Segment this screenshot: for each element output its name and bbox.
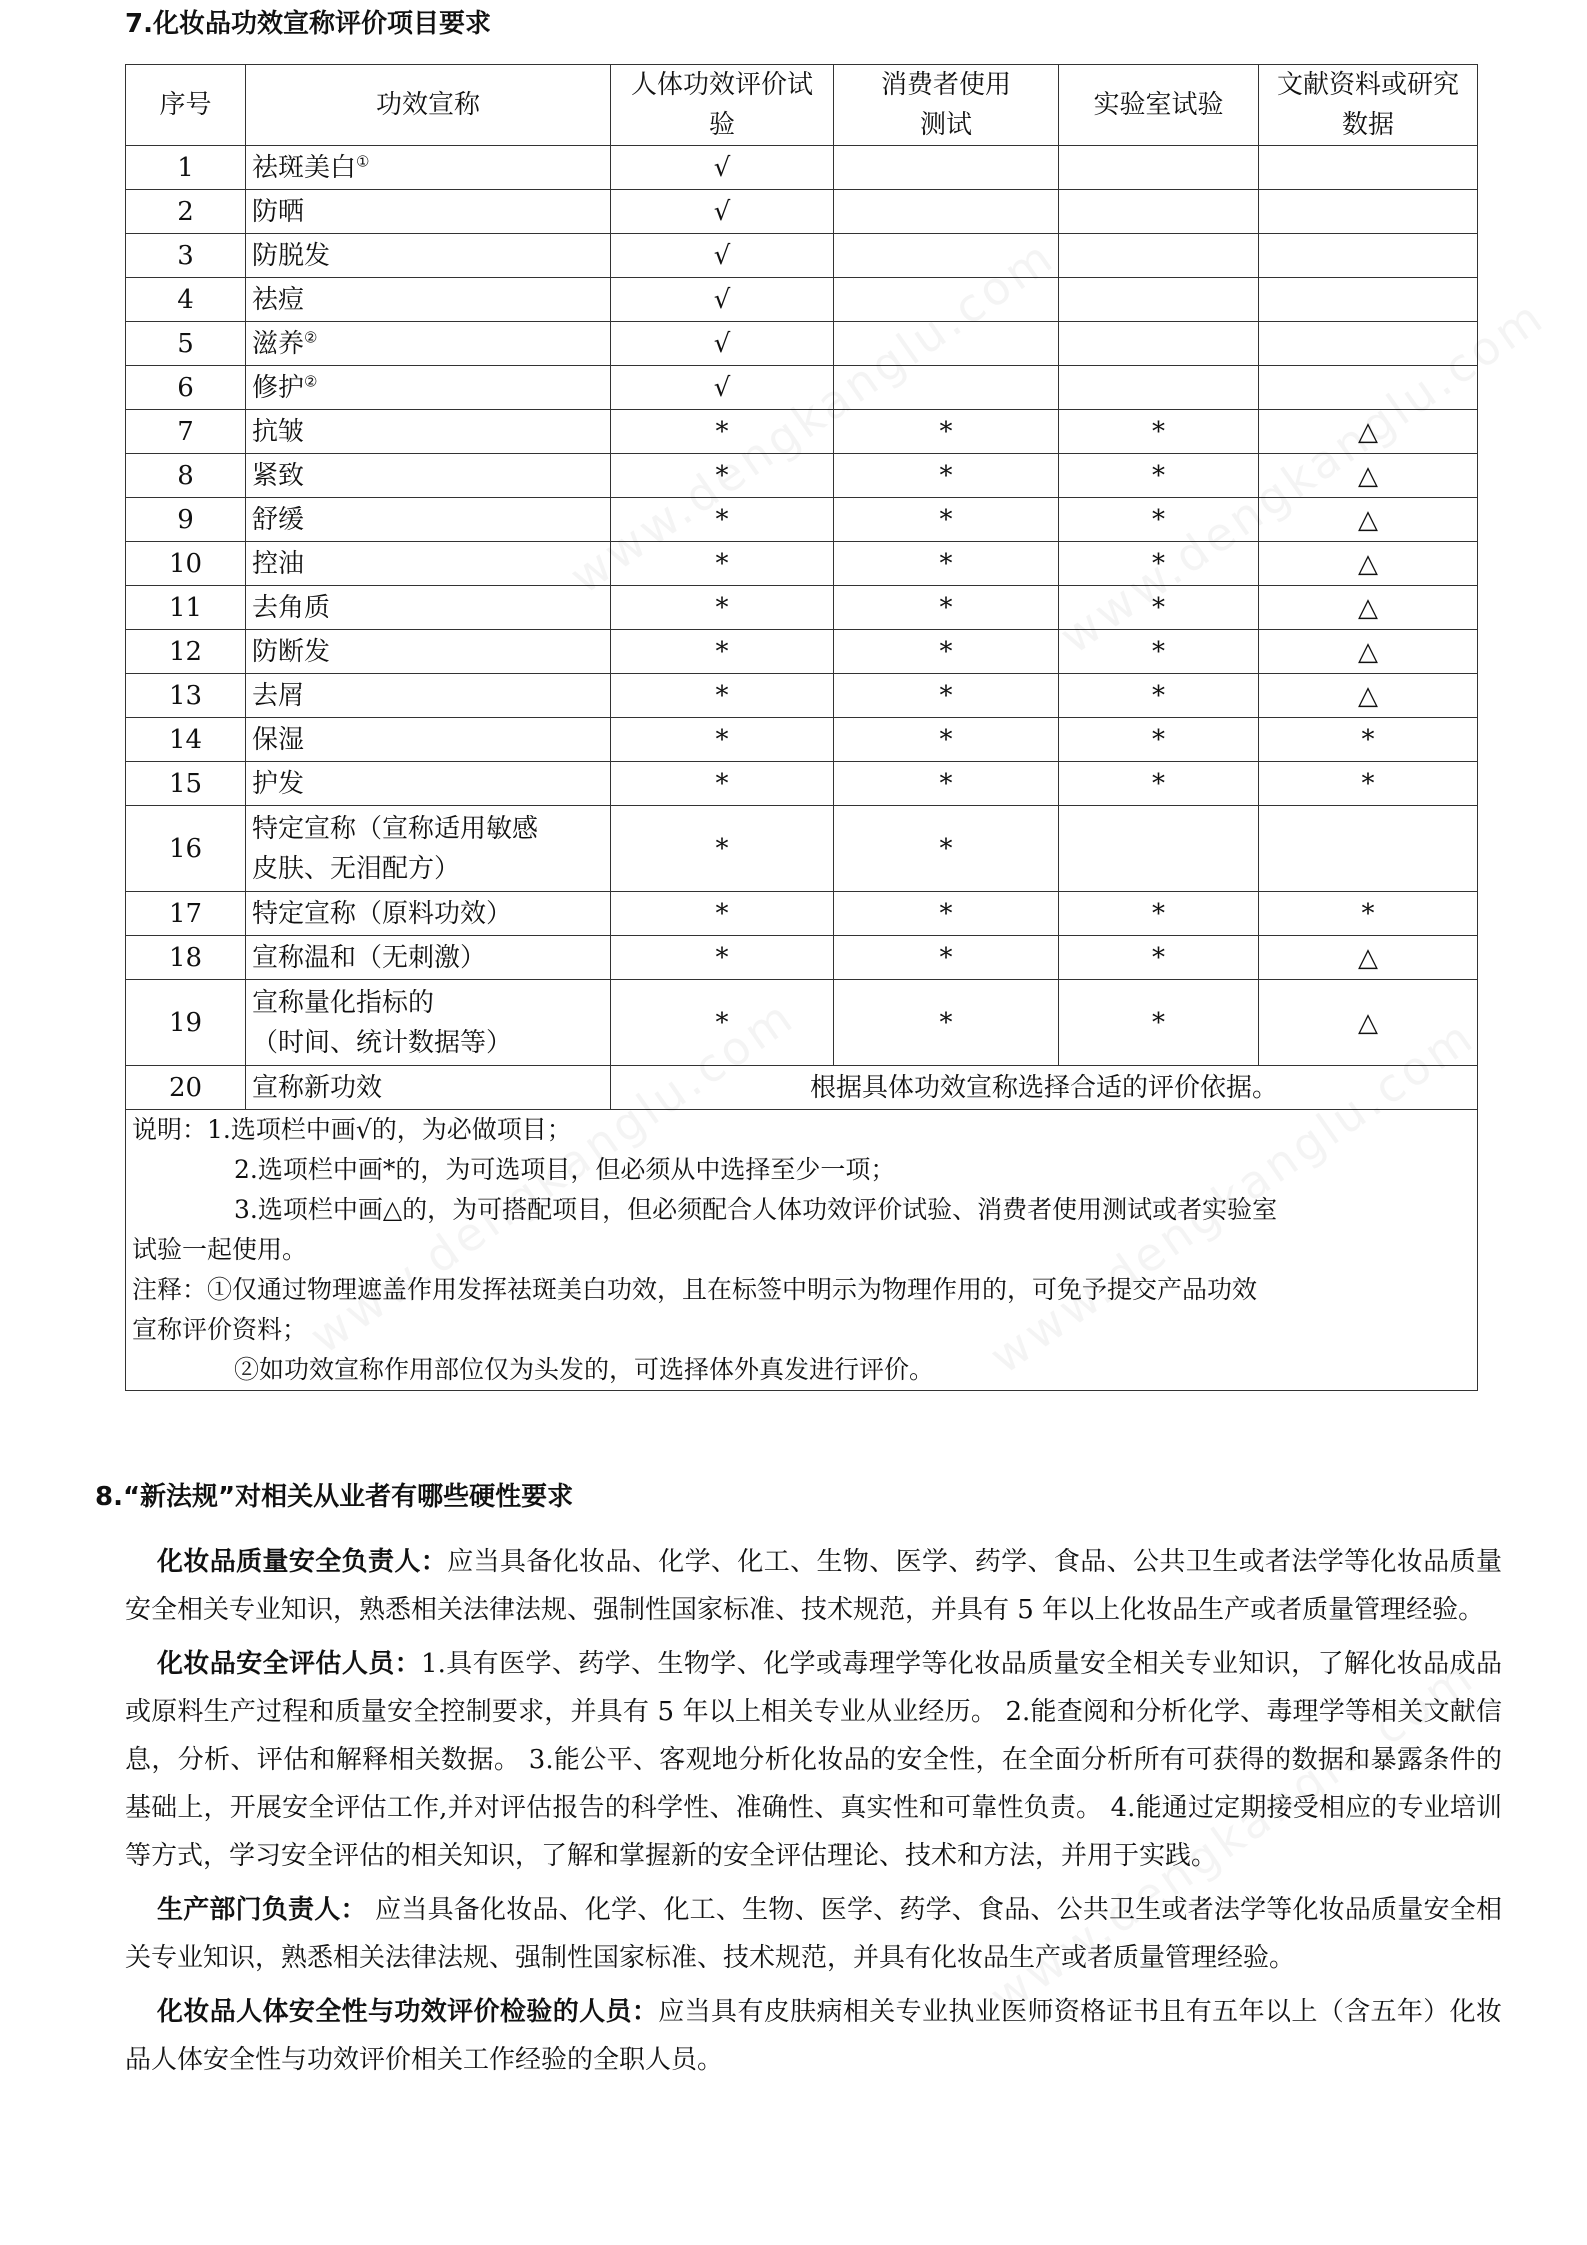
row-claim — [246, 762, 611, 806]
paragraph-text: 应当具备化妆品、化学、化工、生物、医学、药学、食品、公共卫生或者法学等化妆品质量安全相关专业知识，熟悉相关法律法规、强制性国家标准、技术规范，并具有化妆品生产或者质量管理经验。 — [125, 1895, 1502, 1973]
cell-literature: △ — [1259, 498, 1478, 542]
cell-human: * — [611, 586, 834, 630]
row-no: 8 — [126, 454, 246, 498]
table-row — [126, 498, 1478, 542]
cell-human: * — [611, 936, 834, 980]
cell-lab: * — [1059, 892, 1259, 936]
row-claim — [246, 234, 611, 278]
cell-consumer: * — [834, 936, 1059, 980]
cell-consumer: * — [834, 762, 1059, 806]
note-2: 2.选项栏中画*的，为可选项目，但必须从中选择至少一项； — [234, 1155, 896, 1184]
paragraph-text: 应当具备化妆品、化学、化工、生物、医学、药学、食品、公共卫生或者法学等化妆品质量安全相关专业知识，熟悉相关法律法规、强制性国家标准、技术规范，并具有 5 年以上化妆品生产或者质量管理经验。 — [125, 1547, 1502, 1625]
row-claim: 宣称温和（无刺激） — [246, 936, 611, 980]
cell-lab — [1059, 146, 1259, 190]
cell-lab: * — [1059, 454, 1259, 498]
cell-human: √ — [611, 322, 834, 366]
cell-lab: * — [1059, 674, 1259, 718]
cell-literature: * — [1259, 892, 1478, 936]
cell-consumer — [834, 190, 1059, 234]
row-claim — [246, 542, 611, 586]
cell-lab: * — [1059, 936, 1259, 980]
row-no: 13 — [126, 674, 246, 718]
cell-lab: * — [1059, 410, 1259, 454]
cell-literature — [1259, 806, 1478, 892]
row-claim — [246, 366, 611, 410]
table-row — [126, 806, 1478, 892]
table-row — [126, 366, 1478, 410]
cell-literature — [1259, 234, 1478, 278]
cell-human: * — [611, 410, 834, 454]
paragraph-text: 应当具有皮肤病相关专业执业医师资格证书且有五年以上（含五年）化妆品人体安全性与功效评价相关工作经验的全职人员。 — [125, 1997, 1502, 2075]
row-claim — [246, 498, 611, 542]
row-no: 4 — [126, 278, 246, 322]
table-row — [126, 454, 1478, 498]
paragraph — [125, 1538, 1502, 1634]
header-literature: 文献资料或研究数据 — [1259, 65, 1478, 146]
note-1: 说明：1.选项栏中画√的，为必做项目； — [132, 1115, 572, 1144]
cell-human: * — [611, 762, 834, 806]
row-claim: 宣称新功效 — [246, 1066, 611, 1110]
cell-consumer — [834, 366, 1059, 410]
cell-literature — [1259, 190, 1478, 234]
cell-consumer — [834, 234, 1059, 278]
row-claim — [246, 278, 611, 322]
paragraph — [125, 1988, 1502, 2084]
cell-lab: * — [1059, 718, 1259, 762]
row-no: 12 — [126, 630, 246, 674]
footnote-marker: ① — [356, 151, 370, 170]
cell-consumer: * — [834, 498, 1059, 542]
table-row — [126, 278, 1478, 322]
row-no: 14 — [126, 718, 246, 762]
claim-text: 祛痘 — [252, 284, 305, 315]
table-row — [126, 234, 1478, 278]
cell-lab: * — [1059, 630, 1259, 674]
cell-consumer: * — [834, 586, 1059, 630]
row-no: 20 — [126, 1066, 246, 1110]
row-claim — [246, 190, 611, 234]
cell-human: √ — [611, 366, 834, 410]
paragraph-label: 生产部门负责人： — [157, 1895, 367, 1925]
cell-lab: * — [1059, 542, 1259, 586]
cell-literature: △ — [1259, 980, 1478, 1066]
cell-consumer: * — [834, 410, 1059, 454]
row-no: 5 — [126, 322, 246, 366]
claim-line: 特定宣称（宣称适用敏感 — [252, 813, 539, 844]
row-claim — [246, 718, 611, 762]
paragraph-label: 化妆品安全评估人员： — [157, 1649, 422, 1679]
table-row — [126, 190, 1478, 234]
claim-text: 保湿 — [252, 724, 305, 755]
table-row — [126, 542, 1478, 586]
cell-literature — [1259, 322, 1478, 366]
table-row — [126, 146, 1478, 190]
table-row — [126, 410, 1478, 454]
claim-text: 抗皱 — [252, 416, 305, 447]
cell-lab: * — [1059, 498, 1259, 542]
row-no: 15 — [126, 762, 246, 806]
row-no: 11 — [126, 586, 246, 630]
cell-literature: △ — [1259, 936, 1478, 980]
cell-lab — [1059, 234, 1259, 278]
paragraph-label: 化妆品人体安全性与功效评价检验的人员： — [157, 1997, 659, 2027]
section-8-body — [125, 1538, 1502, 2090]
row-no: 10 — [126, 542, 246, 586]
row-claim — [246, 980, 611, 1066]
cell-consumer: * — [834, 454, 1059, 498]
row-no: 7 — [126, 410, 246, 454]
cell-lab — [1059, 190, 1259, 234]
cell-literature: △ — [1259, 542, 1478, 586]
claim-text: 防脱发 — [252, 240, 331, 271]
row-claim — [246, 630, 611, 674]
table-row — [126, 892, 1478, 936]
claim-text: 祛斑美白 — [252, 152, 357, 183]
claim-text: 舒缓 — [252, 504, 305, 535]
cell-human: √ — [611, 146, 834, 190]
table-header-row — [126, 65, 1478, 146]
cell-human: * — [611, 718, 834, 762]
cell-human: * — [611, 892, 834, 936]
table-row — [126, 674, 1478, 718]
row-claim — [246, 410, 611, 454]
cell-literature — [1259, 146, 1478, 190]
header-claim: 功效宣称 — [246, 65, 611, 146]
cell-consumer: * — [834, 674, 1059, 718]
row-claim: 特定宣称（原料功效） — [246, 892, 611, 936]
cell-literature: △ — [1259, 586, 1478, 630]
row-no: 2 — [126, 190, 246, 234]
claim-text: 滋养 — [252, 328, 305, 359]
cell-human: * — [611, 454, 834, 498]
table-notes — [126, 1110, 1478, 1391]
paragraph-text: 1.具有医学、药学、生物学、化学或毒理学等化妆品质量安全相关专业知识，了解化妆品成品或原料生产过程和质量安全控制要求，并具有 5 年以上相关专业从业经历。 2.能查阅和分析化学、毒理学等相关文献信息，分析、评估和解释相关数据。 3.能公平、客观地分析化妆品的安全性，在全面分析所有可获得的数据和暴露条件的基础上，开展安全评估工作,并对评估报告的科学性、准确性、真实性和可靠性负责。 4.能通过定期接受相应的专业培训等方式，学习安全评估的相关知识，了解和掌握新的安全评估理论、技术和方法，并用于实践。 — [125, 1649, 1502, 1871]
header-lab-test: 实验室试验 — [1059, 65, 1259, 146]
row-no: 17 — [126, 892, 246, 936]
header-no: 序号 — [126, 65, 246, 146]
cell-consumer: * — [834, 718, 1059, 762]
row-no: 1 — [126, 146, 246, 190]
table-row — [126, 980, 1478, 1066]
row-no: 9 — [126, 498, 246, 542]
footnote-marker: ② — [304, 371, 318, 390]
cell-consumer — [834, 322, 1059, 366]
cell-literature: △ — [1259, 674, 1478, 718]
claim-text: 防断发 — [252, 636, 331, 667]
table-row — [126, 322, 1478, 366]
footnote-marker: ② — [304, 327, 318, 346]
claim-line: 皮肤、无泪配方） — [252, 853, 461, 884]
table-row — [126, 718, 1478, 762]
note-3: 3.选项栏中画△的，为可搭配项目，但必须配合人体功效评价试验、消费者使用测试或者实验室 — [234, 1195, 1278, 1224]
remark-1: 注释：①仅通过物理遮盖作用发挥祛斑美白功效，且在标签中明示为物理作用的，可免予提交产品功效 — [132, 1275, 1258, 1304]
claim-text: 防晒 — [252, 196, 305, 227]
merged-cell: 根据具体功效宣称选择合适的评价依据。 — [611, 1066, 1478, 1110]
claim-text: 护发 — [252, 768, 305, 799]
cell-consumer: * — [834, 806, 1059, 892]
cell-literature: △ — [1259, 410, 1478, 454]
row-claim — [246, 806, 611, 892]
row-claim — [246, 674, 611, 718]
row-no: 19 — [126, 980, 246, 1066]
claim-text: 修护 — [252, 372, 305, 403]
cell-literature: △ — [1259, 454, 1478, 498]
efficacy-claims-table — [125, 64, 1478, 1391]
row-no: 18 — [126, 936, 246, 980]
cell-lab — [1059, 322, 1259, 366]
row-claim — [246, 146, 611, 190]
header-human-test: 人体功效评价试验 — [611, 65, 834, 146]
table-row — [126, 1066, 1478, 1110]
cell-human: √ — [611, 278, 834, 322]
row-claim — [246, 322, 611, 366]
section-8-title: 8.“新法规”对相关从业者有哪些硬性要求 — [95, 1482, 574, 1512]
claim-line: （时间、统计数据等） — [252, 1027, 513, 1058]
cell-consumer: * — [834, 892, 1059, 936]
table-row — [126, 762, 1478, 806]
cell-human: * — [611, 674, 834, 718]
note-3-cont: 试验一起使用。 — [132, 1235, 308, 1264]
cell-lab: * — [1059, 762, 1259, 806]
paragraph-label: 化妆品质量安全负责人： — [157, 1547, 448, 1577]
notes-row — [126, 1110, 1478, 1391]
remark-1-cont: 宣称评价资料； — [132, 1315, 308, 1344]
row-no: 16 — [126, 806, 246, 892]
cell-lab: * — [1059, 980, 1259, 1066]
paragraph — [125, 1640, 1502, 1880]
row-claim — [246, 454, 611, 498]
cell-human: * — [611, 806, 834, 892]
cell-lab — [1059, 278, 1259, 322]
table-row — [126, 630, 1478, 674]
claim-text: 去角质 — [252, 592, 331, 623]
row-no: 6 — [126, 366, 246, 410]
claim-text: 去屑 — [252, 680, 305, 711]
cell-lab — [1059, 806, 1259, 892]
cell-literature: △ — [1259, 630, 1478, 674]
section-7-title: 7.化妆品功效宣称评价项目要求 — [125, 9, 491, 39]
claim-text: 紧致 — [252, 460, 305, 491]
row-claim — [246, 586, 611, 630]
cell-human: * — [611, 542, 834, 586]
claim-line: 宣称量化指标的 — [252, 987, 435, 1018]
table-row — [126, 936, 1478, 980]
cell-consumer — [834, 278, 1059, 322]
cell-human: √ — [611, 234, 834, 278]
paragraph — [125, 1886, 1502, 1982]
cell-human: * — [611, 498, 834, 542]
row-no: 3 — [126, 234, 246, 278]
cell-consumer: * — [834, 542, 1059, 586]
cell-consumer — [834, 146, 1059, 190]
table-row — [126, 586, 1478, 630]
cell-human: * — [611, 980, 834, 1066]
cell-consumer: * — [834, 980, 1059, 1066]
cell-literature: * — [1259, 718, 1478, 762]
cell-literature — [1259, 366, 1478, 410]
cell-lab — [1059, 366, 1259, 410]
cell-literature — [1259, 278, 1478, 322]
cell-human: √ — [611, 190, 834, 234]
header-consumer-test: 消费者使用测试 — [834, 65, 1059, 146]
cell-consumer: * — [834, 630, 1059, 674]
cell-lab: * — [1059, 586, 1259, 630]
cell-human: * — [611, 630, 834, 674]
cell-literature: * — [1259, 762, 1478, 806]
claim-text: 控油 — [252, 548, 305, 579]
remark-2: ②如功效宣称作用部位仅为头发的，可选择体外真发进行评价。 — [234, 1355, 935, 1384]
